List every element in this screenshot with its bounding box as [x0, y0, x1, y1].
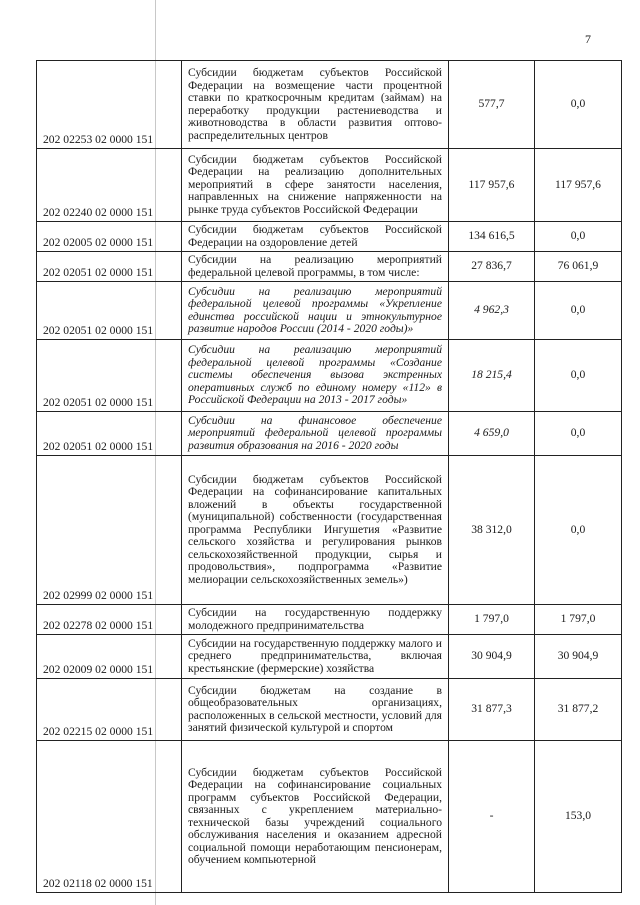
amount-cell-2: 0,0 — [535, 412, 622, 456]
description-cell: Субсидии бюджетам субъектов Российской Федерации на софинансирование социальных программ субъектов Российской Федерации, связанных с укреплением материально-технической базы учреждений социального обслуживания населения и оказанием адресной социальной помощи неработающим пенсионерам, обучением компьютерной — [182, 741, 449, 893]
table-row — [37, 149, 622, 222]
amount-cell-2: 1 797,0 — [535, 605, 622, 635]
amount-cell: 38 312,0 — [449, 456, 535, 605]
amount-cell: 134 616,5 — [449, 222, 535, 252]
code-cell: 202 02215 02 0000 151 — [37, 679, 182, 741]
table-row — [37, 635, 622, 679]
description-cell: Субсидии на реализацию мероприятий федеральной целевой программы «Укрепление единства российской нации и этнокультурное развитие народов России (2014 - 2020 годы)» — [182, 282, 449, 340]
description-cell: Субсидии бюджетам субъектов Российской Федерации на оздоровление детей — [182, 222, 449, 252]
table-row — [37, 61, 622, 149]
description-cell: Субсидии бюджетам субъектов Российской Федерации на возмещение части процентной ставки по краткосрочным кредитам (займам) на переработку продукции растениеводства и животноводства в области развития оптово-распределительных центров — [182, 61, 449, 149]
table-row — [37, 741, 622, 893]
amount-cell-2: 0,0 — [535, 340, 622, 412]
description-cell: Субсидии на реализацию мероприятий федеральной целевой программы, в том числе: — [182, 252, 449, 282]
code-cell: 202 02051 02 0000 151 — [37, 412, 182, 456]
table-row — [37, 222, 622, 252]
code-cell: 202 02051 02 0000 151 — [37, 282, 182, 340]
amount-cell-2: 31 877,2 — [535, 679, 622, 741]
budget-table — [36, 60, 622, 893]
amount-cell-2: 0,0 — [535, 456, 622, 605]
amount-cell: 18 215,4 — [449, 340, 535, 412]
code-cell: 202 02240 02 0000 151 — [37, 149, 182, 222]
table-row — [37, 679, 622, 741]
code-cell: 202 02051 02 0000 151 — [37, 340, 182, 412]
table-row — [37, 412, 622, 456]
table-row — [37, 252, 622, 282]
table-row — [37, 456, 622, 605]
amount-cell: 4 659,0 — [449, 412, 535, 456]
amount-cell-2: 153,0 — [535, 741, 622, 893]
amount-cell-2: 30 904,9 — [535, 635, 622, 679]
table-row — [37, 282, 622, 340]
code-cell: 202 02051 02 0000 151 — [37, 252, 182, 282]
description-cell: Субсидии бюджетам субъектов Российской Федерации на реализацию дополнительных мероприятий в сфере занятости населения, направленных на снижение напряженности на рынке труда субъектов Российской Федерации — [182, 149, 449, 222]
description-cell: Субсидии на реализацию мероприятий федеральной целевой программы «Создание системы обеспечения вызова экстренных оперативных служб по единому номеру «112» в Российской Федерации на 2013 - 2017 годы» — [182, 340, 449, 412]
description-cell: Субсидии бюджетам субъектов Российской Федерации на софинансирование капитальных вложений в объекты государственной (муниципальной) собственности (государственная программа Республики Ингушетия «Развитие сельского хозяйства и регулирования рынков сельскохозяйственной продукции, сырья и продовольствия», подпрограмма «Развитие мелиорации сельскохозяйственных земель») — [182, 456, 449, 605]
table-row — [37, 605, 622, 635]
amount-cell: 27 836,7 — [449, 252, 535, 282]
page-number: 7 — [585, 32, 591, 46]
description-cell: Субсидии на государственную поддержку малого и среднего предпринимательства, включая крестьянские (фермерские) хозяйства — [182, 635, 449, 679]
amount-cell: 1 797,0 — [449, 605, 535, 635]
amount-cell: 30 904,9 — [449, 635, 535, 679]
amount-cell: 117 957,6 — [449, 149, 535, 222]
amount-cell-2: 0,0 — [535, 61, 622, 149]
description-cell: Субсидии на государственную поддержку молодежного предпринимательства — [182, 605, 449, 635]
description-cell: Субсидии на финансовое обеспечение мероприятий федеральной целевой программы развития образования на 2016 - 2020 годы — [182, 412, 449, 456]
code-cell: 202 02009 02 0000 151 — [37, 635, 182, 679]
code-cell: 202 02005 02 0000 151 — [37, 222, 182, 252]
amount-cell: 4 962,3 — [449, 282, 535, 340]
amount-cell: 577,7 — [449, 61, 535, 149]
code-cell: 202 02253 02 0000 151 — [37, 61, 182, 149]
description-cell: Субсидии бюджетам на создание в общеобразовательных организациях, расположенных в сельской местности, условий для занятий физической культурой и спортом — [182, 679, 449, 741]
table-row — [37, 340, 622, 412]
amount-cell-2: 0,0 — [535, 282, 622, 340]
code-cell: 202 02278 02 0000 151 — [37, 605, 182, 635]
amount-cell-2: 0,0 — [535, 222, 622, 252]
amount-cell-2: 117 957,6 — [535, 149, 622, 222]
amount-cell-2: 76 061,9 — [535, 252, 622, 282]
code-cell: 202 02999 02 0000 151 — [37, 456, 182, 605]
amount-cell: - — [449, 741, 535, 893]
code-cell: 202 02118 02 0000 151 — [37, 741, 182, 893]
amount-cell: 31 877,3 — [449, 679, 535, 741]
